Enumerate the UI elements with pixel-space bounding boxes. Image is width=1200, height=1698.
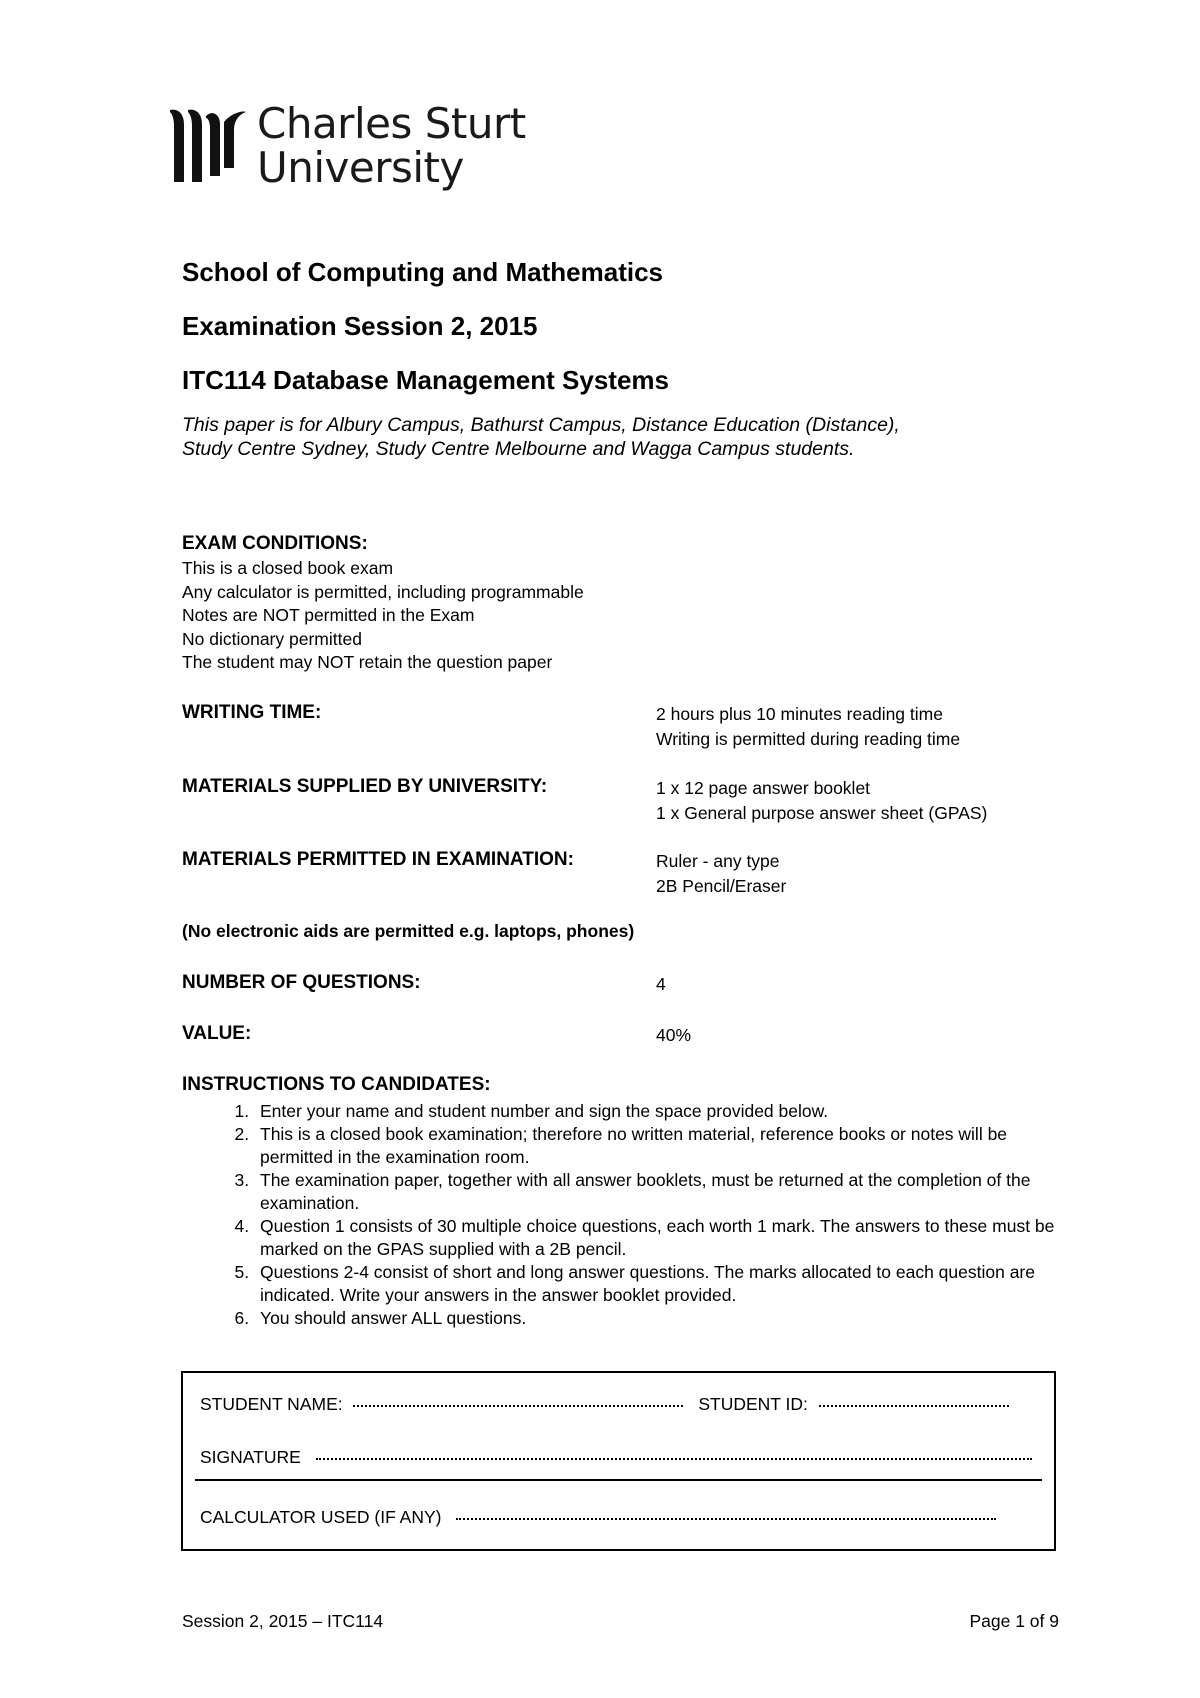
materials-permitted-line: 2B Pencil/Eraser xyxy=(656,875,787,896)
calculator-field[interactable] xyxy=(456,1518,996,1520)
materials-supplied-label: MATERIALS SUPPLIED BY UNIVERSITY: xyxy=(182,776,548,797)
condition-item: Any calculator is permitted, including programmable xyxy=(182,581,584,602)
signature-label: SIGNATURE xyxy=(200,1447,301,1467)
student-name-row xyxy=(200,1394,1009,1415)
scope-line-2: Study Centre Sydney, Study Centre Melbourne and Wagga Campus students. xyxy=(182,438,855,460)
writing-time-line: Writing is permitted during reading time xyxy=(656,728,961,749)
logo-line-2: University xyxy=(257,143,464,192)
instructions-list xyxy=(182,1100,1062,1330)
materials-permitted-value xyxy=(656,849,786,898)
condition-item: The student may NOT retain the question paper xyxy=(182,652,553,672)
materials-supplied-line: 1 x 12 page answer booklet xyxy=(656,778,871,798)
footer-session: Session 2, 2015 – ITC114 xyxy=(182,1611,384,1631)
school-title: School of Computing and Mathematics xyxy=(182,257,664,287)
logo-line-1: Charles Sturt xyxy=(257,99,526,148)
number-of-questions-value: 4 xyxy=(656,974,666,994)
scope-line-1: This paper is for Albury Campus, Bathurst Campus, Distance Education (Distance), xyxy=(182,414,900,436)
footer-page-number: Page 1 of 9 xyxy=(969,1611,1059,1631)
writing-time-value xyxy=(656,702,960,751)
instruction-item: 2. This is a closed book examination; therefore no written material, reference books or notes will be permitted in the examination room. xyxy=(254,1123,1062,1169)
calculator-row xyxy=(200,1507,996,1528)
instruction-item: 3. The examination paper, together with all answer booklets, must be returned at the completion of the examination. xyxy=(254,1169,1062,1215)
materials-permitted-label: MATERIALS PERMITTED IN EXAMINATION: xyxy=(182,849,574,870)
value-value: 40% xyxy=(656,1025,692,1045)
number-of-questions-label: NUMBER OF QUESTIONS: xyxy=(182,972,421,993)
value-label: VALUE: xyxy=(182,1023,252,1044)
writing-time-label: WRITING TIME: xyxy=(182,702,322,723)
university-logo-icon xyxy=(168,106,248,186)
student-name-label: STUDENT NAME: xyxy=(200,1394,343,1414)
exam-conditions-heading: EXAM CONDITIONS: xyxy=(182,533,368,554)
student-details-box xyxy=(181,1371,1056,1551)
university-logo-text xyxy=(257,99,526,192)
writing-time-line: 2 hours plus 10 minutes reading time xyxy=(656,704,943,724)
signature-field[interactable] xyxy=(316,1458,1032,1460)
exam-conditions-list xyxy=(182,557,584,675)
materials-supplied-value xyxy=(656,776,987,825)
student-id-field[interactable] xyxy=(819,1405,1009,1407)
subject-title: ITC114 Database Management Systems xyxy=(182,365,669,395)
signature-row xyxy=(200,1447,1032,1468)
materials-permitted-line: Ruler - any type xyxy=(656,851,780,871)
instructions-heading: INSTRUCTIONS TO CANDIDATES: xyxy=(182,1074,491,1095)
condition-item: Notes are NOT permitted in the Exam xyxy=(182,605,475,625)
box-divider xyxy=(195,1479,1042,1481)
instruction-item: 5. Questions 2-4 consist of short and long answer questions. The marks allocated to each question are indicated. Write your answers in the answer booklet provided. xyxy=(254,1261,1062,1307)
calculator-label: CALCULATOR USED (IF ANY) xyxy=(200,1507,442,1527)
paper-scope xyxy=(182,413,1082,461)
instruction-item: 1. Enter your name and student number and sign the space provided below. xyxy=(254,1100,1062,1123)
electronic-aids-note: (No electronic aids are permitted e.g. laptops, phones) xyxy=(182,921,635,941)
exam-session-title: Examination Session 2, 2015 xyxy=(182,311,538,341)
materials-supplied-line: 1 x General purpose answer sheet (GPAS) xyxy=(656,802,988,823)
student-name-field[interactable] xyxy=(353,1405,683,1407)
student-id-label: STUDENT ID: xyxy=(698,1394,808,1414)
condition-item: No dictionary permitted xyxy=(182,628,362,649)
instruction-item: 4. Question 1 consists of 30 multiple choice questions, each worth 1 mark. The answers to these must be marked on the GPAS supplied with a 2B pencil. xyxy=(254,1215,1062,1261)
instruction-item: 6. You should answer ALL questions. xyxy=(254,1307,1062,1330)
condition-item: This is a closed book exam xyxy=(182,558,394,578)
